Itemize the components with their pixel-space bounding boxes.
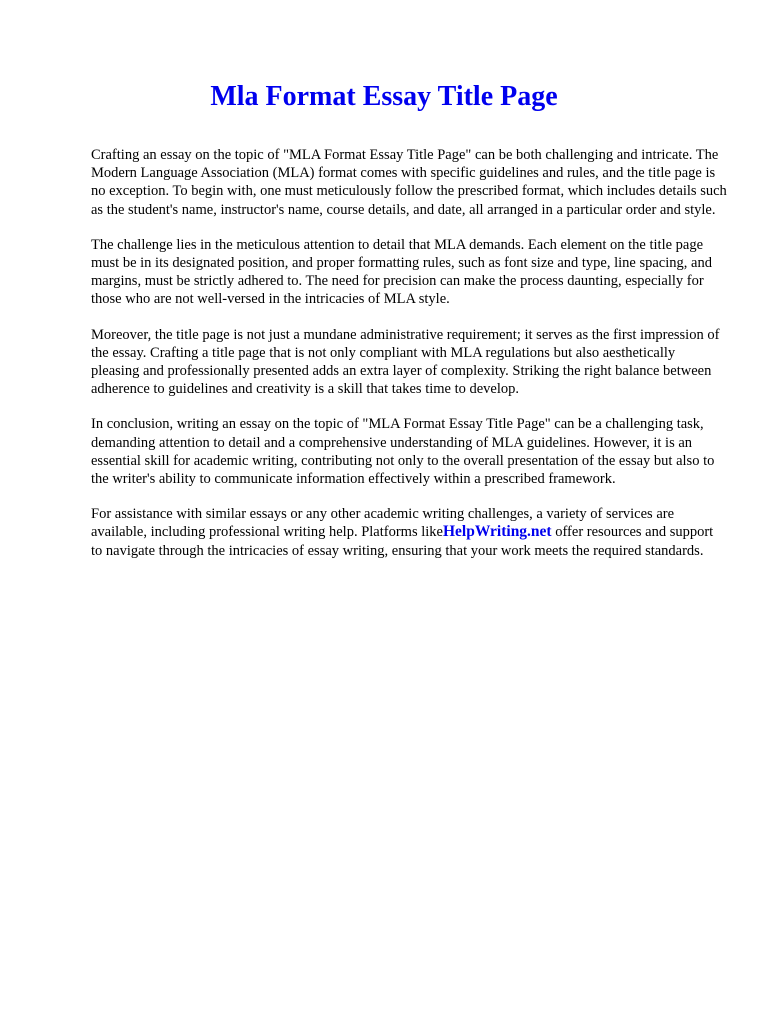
document-body — [91, 146, 727, 577]
paragraph-4: In conclusion, writing an essay on the topic of "MLA Format Essay Title Page" can be a challenging task, demanding attention to detail and a comprehensive understanding of MLA guidelines. However, it is an essential skill for academic writing, contributing not only to the overall presentation of the essay but also to the writer's ability to communicate information effectively within a prescribed framework. — [91, 416, 715, 488]
paragraph-2: The challenge lies in the meticulous attention to detail that MLA demands. Each element on the title page must be in its designated position, and proper formatting rules, such as font size and type, line spacing, and margins, must be strictly adhered to. The need for precision can make the process daunting, especially for those who are not well-versed in the intricacies of MLA style. — [91, 236, 712, 308]
paragraph-1: Crafting an essay on the topic of "MLA Format Essay Title Page" can be both challenging and intricate. The Modern Language Association (MLA) format comes with specific guidelines and rules, and the title page is no exception. To begin with, one must meticulously follow the prescribed format, which includes details such as the student's name, instructor's name, course details, and date, all arranged in a particular order and style. — [91, 147, 727, 218]
helpwriting-link[interactable]: HelpWriting.net — [442, 523, 552, 541]
paragraph-5 — [91, 505, 727, 560]
paragraph-5-intro: For assistance with similar essays or any other academic writing challenges, a variety of services are available, including professional writing help. Platforms like — [91, 506, 675, 541]
paragraph-5-outro: offer resources and support to navigate through the intricacies of essay writing, ensuring that your work meets the required standards. — [91, 524, 714, 559]
page-title: Mla Format Essay Title Page — [210, 81, 558, 112]
paragraph-3: Moreover, the title page is not just a mundane administrative requirement; it serves as the first impression of the essay. Crafting a title page that is not only compliant with MLA regulations but also aesthetically pleasing and professionally presented adds an extra layer of complexity. Striking the right balance between adherence to guidelines and creativity is a skill that takes time to develop. — [91, 326, 720, 398]
